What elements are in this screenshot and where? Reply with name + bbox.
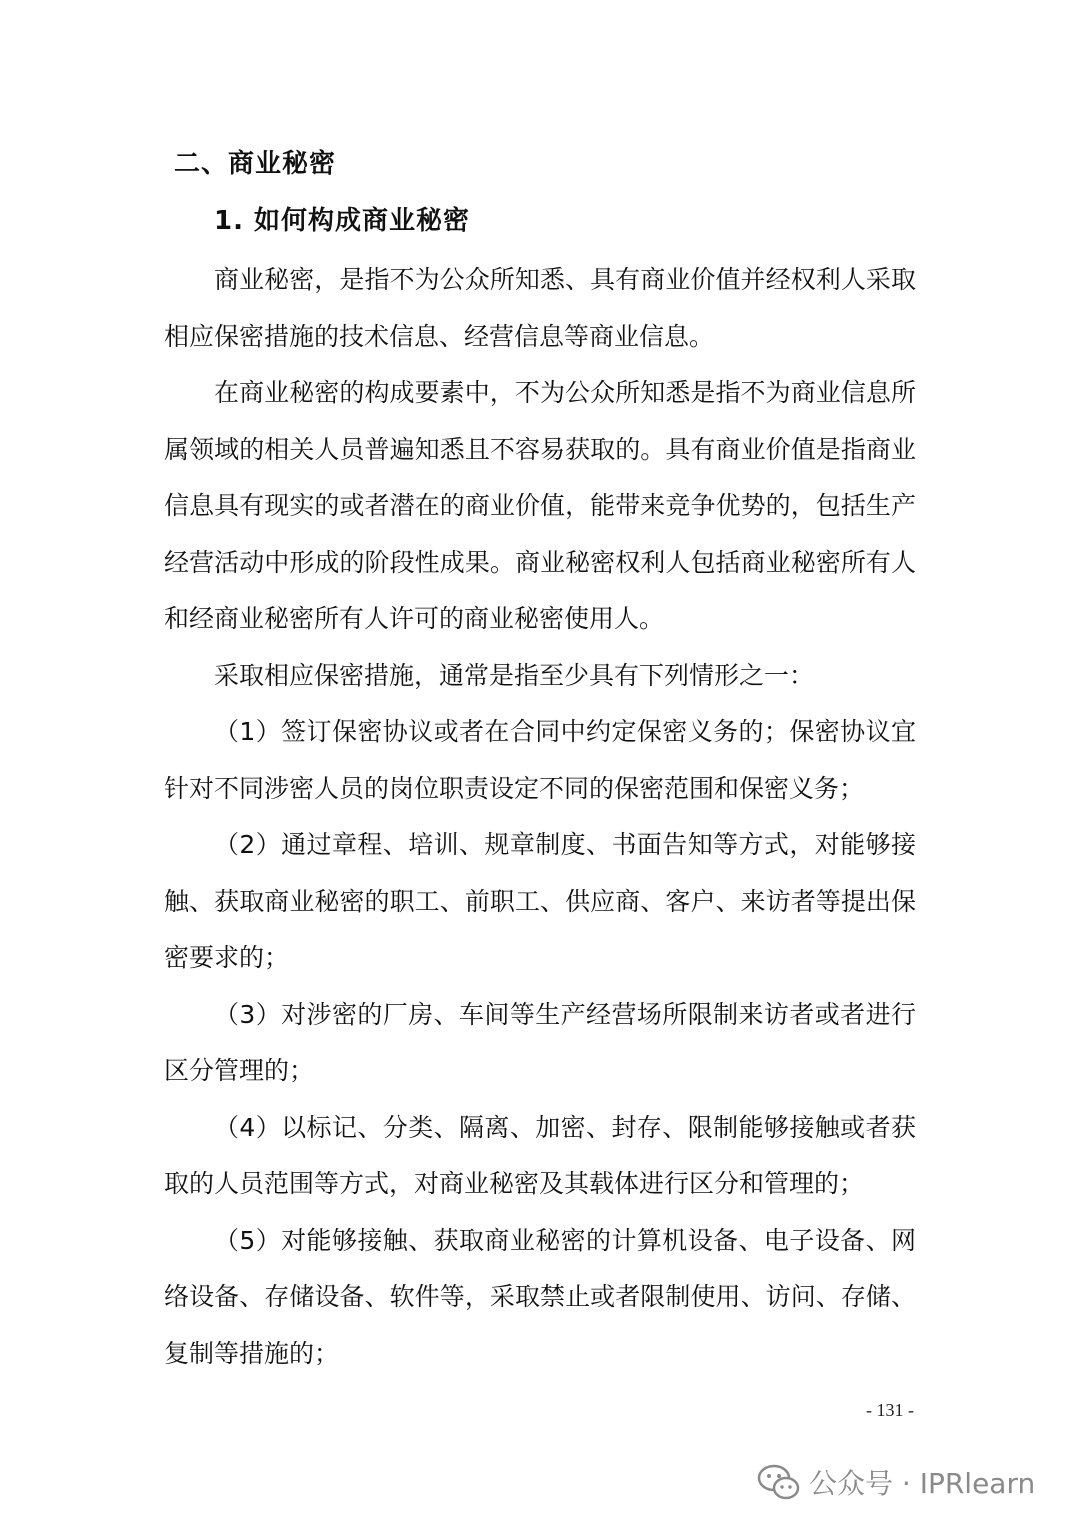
paragraph: （4）以标记、分类、隔离、加密、封存、限制能够接触或者获取的人员范围等方式，对商业秘密及其载体进行区分和管理的； <box>164 1112 916 1198</box>
watermark-text: 公众号 · IPRlearn <box>809 1467 1036 1500</box>
paragraph: （1）签订保密协议或者在合同中约定保密义务的；保密协议宜针对不同涉密人员的岗位职责设定不同的保密范围和保密义务； <box>164 717 916 803</box>
section-title: 二、商业秘密 <box>174 149 337 179</box>
wechat-icon <box>757 1462 801 1502</box>
body-text <box>164 252 916 1382</box>
paragraph: （2）通过章程、培训、规章制度、书面告知等方式，对能够接触、获取商业秘密的职工、前职工、供应商、客户、来访者等提出保密要求的； <box>164 830 916 972</box>
watermark <box>757 1460 1035 1504</box>
subsection-title: 1. 如何构成商业秘密 <box>214 206 471 236</box>
page-number: - 131 - <box>866 1400 914 1420</box>
paragraph: （5）对能够接触、获取商业秘密的计算机设备、电子设备、网络设备、存储设备、软件等，采取禁止或者限制使用、访问、存储、复制等措施的； <box>164 1225 916 1368</box>
paragraph: （3）对涉密的厂房、车间等生产经营场所限制来访者或者进行区分管理的； <box>164 999 916 1085</box>
paragraph: 商业秘密，是指不为公众所知悉、具有商业价值并经权利人采取相应保密措施的技术信息、经营信息等商业信息。 <box>164 265 916 351</box>
paragraph: 采取相应保密措施，通常是指至少具有下列情形之一： <box>214 660 815 690</box>
paragraph: 在商业秘密的构成要素中，不为公众所知悉是指不为商业信息所属领域的相关人员普遍知悉且不容易获取的。具有商业价值是指商业信息具有现实的或者潜在的商业价值，能带来竞争优势的，包括生产经营活动中形成的阶段性成果。商业秘密权利人包括商业秘密所有人和经商业秘密所有人许可的商业秘密使用人。 <box>164 378 916 633</box>
